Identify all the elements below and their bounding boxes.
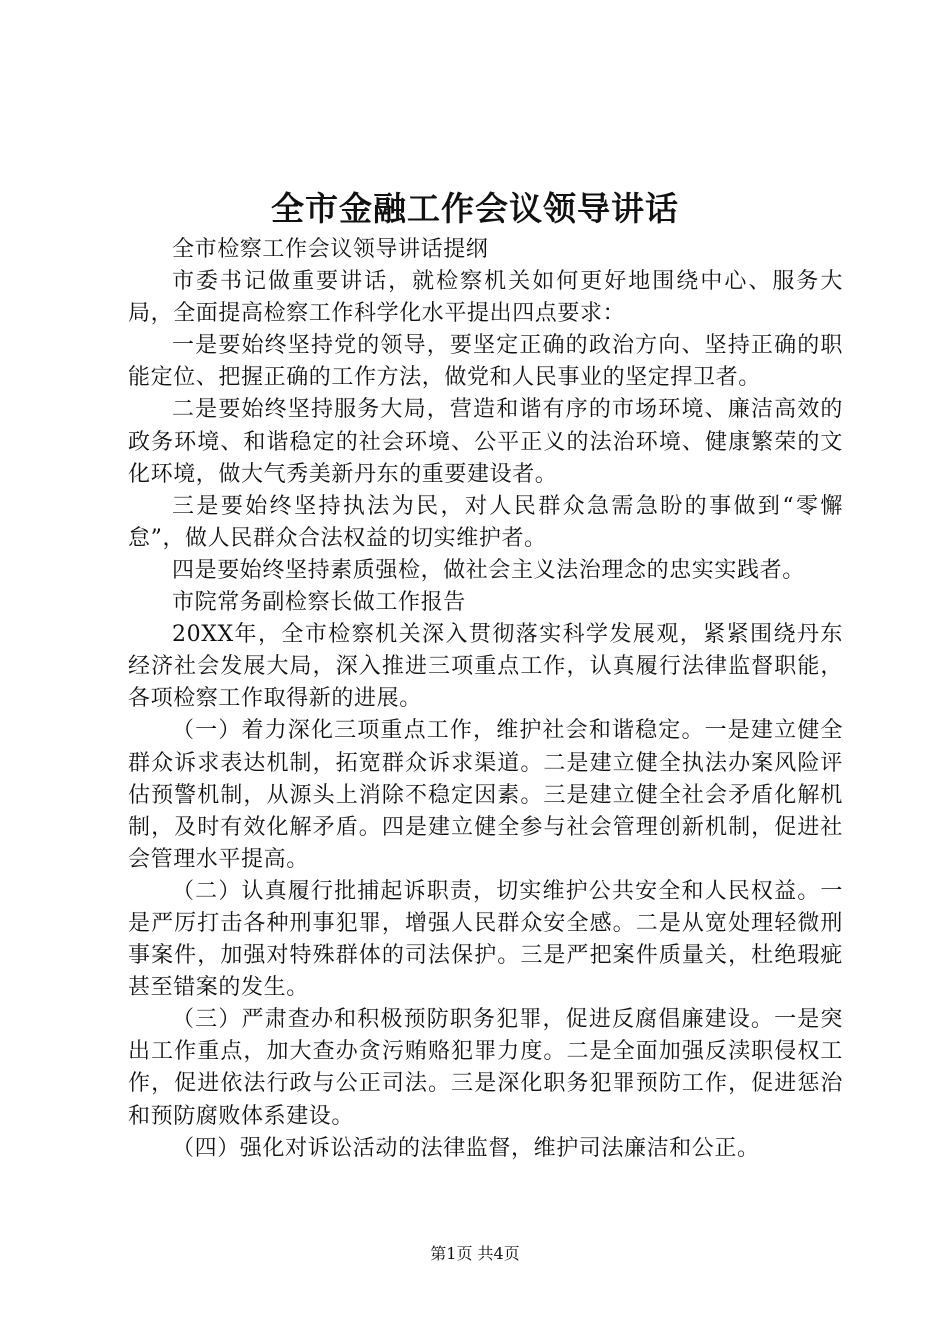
page-footer: 第1页 共4页 (430, 1244, 520, 1263)
paragraph: 四是要始终坚持素质强检，做社会主义法治理念的忠实实践者。 (172, 557, 805, 583)
paragraph: 三是要始终坚持执法为民，对人民群众急需急盼的事做到“零懈怠”，做人民群众合法权益的切实维护者。 (128, 493, 843, 551)
paragraph: 20XX年，全市检察机关深入贯彻落实科学发展观，紧紧围绕丹东经济社会发展大局，深入推进三项重点工作，认真履行法律监督职能，各项检察工作取得新的进展。 (128, 622, 843, 712)
paragraph: （三）严肃查办和积极预防职务犯罪，促进反腐倡廉建设。一是突出工作重点，加大查办贪污贿赂犯罪力度。二是全面加强反渎职侵权工作，促进依法行政与公正司法。三是深化职务犯罪预防工作，促进惩治和预防腐败体系建设。 (128, 1007, 843, 1129)
document-body (128, 234, 843, 1165)
paragraph: 全市检察工作会议领导讲话提纲 (172, 237, 489, 262)
paragraph: 市委书记做重要讲话，就检察机关如何更好地围绕中心、服务大局，全面提高检察工作科学化水平提出四点要求： (128, 269, 843, 327)
document-title: 全市金融工作会议领导讲话 (271, 189, 679, 228)
paragraph: （二）认真履行批捕起诉职责，切实维护公共安全和人民权益。一是严厉打击各种刑事犯罪，增强人民群众安全感。二是从宽处理轻微刑事案件，加强对特殊群体的司法保护。三是严把案件质量关，杜绝瑕疵甚至错案的发生。 (128, 878, 843, 1001)
paragraph: 一是要始终坚持党的领导，要坚定正确的政治方向、坚持正确的职能定位、把握正确的工作方法，做党和人民事业的坚定捍卫者。 (128, 333, 843, 391)
paragraph: （一）着力深化三项重点工作，维护社会和谐稳定。一是建立健全群众诉求表达机制，拓宽群众诉求渠道。二是建立健全执法办案风险评估预警机制，从源头上消除不稳定因素。三是建立健全社会矛盾化解机制，及时有效化解矛盾。四是建立健全参与社会管理创新机制，促进社会管理水平提高。 (128, 718, 843, 872)
paragraph: 二是要始终坚持服务大局，营造和谐有序的市场环境、廉洁高效的政务环境、和谐稳定的社会环境、公平正义的法治环境、健康繁荣的文化环境，做大气秀美新丹东的重要建设者。 (128, 397, 843, 487)
paragraph: （四）强化对诉讼活动的法律监督，维护司法廉洁和公正。 (172, 1135, 760, 1161)
paragraph: 市院常务副检察长做工作报告 (172, 590, 466, 616)
